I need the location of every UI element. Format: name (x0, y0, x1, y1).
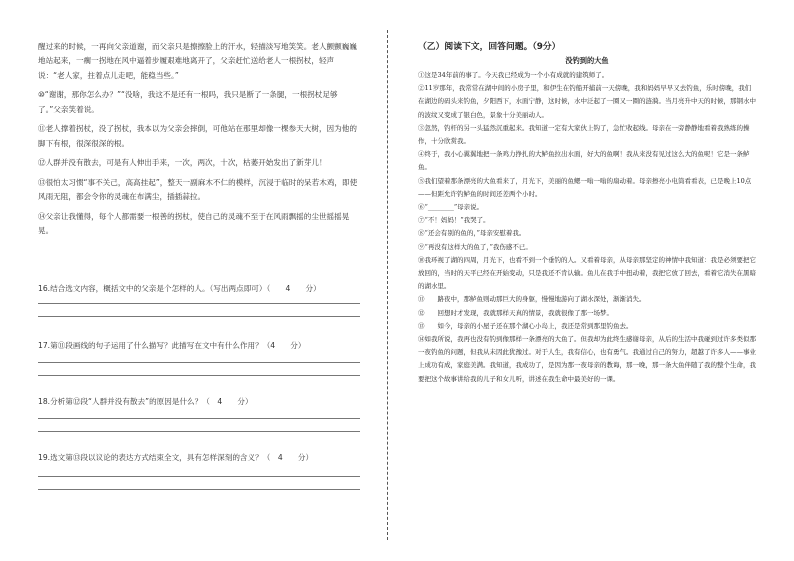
article-paragraph: ③忽然，钓杆的另一头猛然沉重起来。我知道一定有大家伙上钩了，急忙收起线。母亲在一旁静静地看着我熟练的操作，十分欣赏我。 (418, 123, 750, 146)
left-paragraph: ⑬很怕太习惯“事不关己，高高挂起”，整天一副麻木不仁的模样，沉浸于临时的呆若木鸡，即使风雨无阻，都会令你的灵魂在布满尘，插插蒜拉。 (38, 178, 358, 202)
article-paragraph: ④终于，我小心翼翼地把一条鸡力挣扎的大鲈鱼拉出水面，好大的鱼啊！我从来没有见过这么大的鱼呢！它是一条鲈鱼。 (418, 150, 750, 172)
question-text: 18.分析第⑫段“人群并没有散去”的原因是什么？（ 4 分） (38, 397, 253, 406)
article-paragraph: ⑬ 如今，母亲的小屋子还在那个湖心小岛上，我还是常到那里钓鱼去。 (418, 321, 633, 330)
article-paragraph: ②11岁那年，我常常在湖中间的小房子里，和伊生在钓船开捕前一天傍晚，我和妈妈早早又去钓鱼，乐时傍晚，我们在湖边的码头来钓鱼，夕阳西下，水面宁静，这时候，水中泛起了一圈又一圈的涟漪。当月亮升中天的时候，那钢水中的波纹又变成了银白色，景象十分美丽动人。 (418, 84, 756, 119)
left-paragraph: ⑪老人撑着拐杖，没了拐杖，我本以为父亲会摔倒，可他站在那里却像一棵参天大树，因为他的脚下有根，很深很深的根。 (38, 124, 357, 148)
answer-line[interactable] (38, 476, 360, 477)
article-paragraph: ⑤我们望着那条漂亮的大鱼看来了，月光下，美丽的鱼鳃一嗡一嗡的扇动着。母亲擦亮小电筒看看表，已是晚上10点——但距允许钓鲈鱼的时间还差两个小时。 (418, 176, 752, 198)
article-title: 没钓到的大鱼 (565, 56, 609, 65)
left-paragraph: 醒过来的时候，一再向父亲道谢，而父亲只是擦擦脸上的汗水，轻描淡写地笑笑。老人颤颤巍巍地站起来，一瘸一拐地在风中逼着步履艰难地离开了，父亲赶忙送给老人一根拐杖，轻声说：“老人家，拄着点儿走吧，能稳当些。” (38, 42, 357, 80)
question-text: 16.结合选文内容，概括文中的父亲是个怎样的人。（写出两点即可）（ 4 分） (38, 284, 321, 293)
article-paragraph: ⑨“再没有这样大的鱼了，”我伤感不已。 (418, 242, 532, 251)
answer-line[interactable] (38, 431, 360, 432)
left-paragraph: ⑫人群并没有散去，可是有人伸出手来，一次，两次，十次，枯萎开始发出了新芽儿！ (38, 158, 327, 168)
answer-line[interactable] (38, 418, 360, 419)
answer-line[interactable] (38, 375, 360, 376)
article-paragraph: ⑩我环视了湖的四周，月光下，也看不到一个垂钓的人。又看着母亲，从母亲那坚定的神情中我知道：我是必须要把它放回的，当时的天平已经在开始变动，只是我还不肯认输。鱼儿在我手中扭动着，我把它放了回去，看着它消失在黑暗的湖水里。 (418, 255, 756, 291)
question-text: 19.选文第⑬段以议论的表达方式结束全文，具有怎样深刻的含义？（ 4 分） (38, 453, 314, 462)
question-16 (38, 283, 360, 317)
left-column (38, 40, 360, 244)
section-title: （乙）阅读下文，回答问题。（9分） (418, 42, 561, 52)
question-text: 17.第⑪段画线的句子运用了什么描写？此描写在文中有什么作用？（4 分） (38, 341, 306, 350)
answer-line[interactable] (38, 303, 360, 304)
answer-line[interactable] (38, 362, 360, 363)
article-paragraph: ⑭如我所说，我再也没有钓到像那样一条漂亮的大鱼了。但我却为此终生感谢母亲，从后的生活中我碰到过许多类似那一夜钓鱼的问题，但我从未因此犹豫过。对于人生，我有信心，也有勇气。我通过自己的努力，超越了许多人——事业上成功有成，家庭美满。我知道，我成功了，是因为那一夜母亲的教诲，那一晚，那一条大鱼伴随了我的整个生命，我要把这个故事讲给我的儿子和女儿听，讲述在我生命中最美好的一课。 (418, 335, 756, 383)
answer-line[interactable] (38, 489, 360, 490)
column-divider (387, 30, 388, 540)
right-column (418, 40, 756, 386)
left-paragraph: ⑩“谢谢，那你怎么办？”“没啥，我这不是还有一根吗，我只是断了一条腿，一根拐杖足够了。”父亲笑着说。 (38, 90, 338, 114)
article-paragraph: ⑫ 回想时才发现，我就那样天真的情景，我就很像了那一场梦。 (418, 308, 613, 317)
article-paragraph: ⑪ 路夜中，那鲈鱼则动那巨大的身躯，慢慢地游向了湖水深处，渐渐消失。 (418, 295, 646, 304)
article-paragraph: ⑦“不！妈妈！”我哭了。 (418, 216, 490, 225)
answer-line[interactable] (38, 316, 360, 317)
left-paragraph: ⑭父亲让我懂得，每个人都需要一根善的拐杖，使自己的灵魂不至于在风雨飘摇的尘世摇摇晃晃。 (38, 212, 350, 236)
question-19 (38, 452, 360, 490)
article-paragraph: ⑧“还会有别的鱼的，”母亲安慰着我。 (418, 229, 526, 238)
question-17 (38, 340, 360, 376)
article-paragraph-blank: ⑥“________”母亲说。 (418, 203, 484, 212)
article-paragraph: ①这是34年前的事了。今天我已经成为一个小有成就的建筑师了。 (418, 71, 609, 79)
question-18 (38, 396, 360, 432)
